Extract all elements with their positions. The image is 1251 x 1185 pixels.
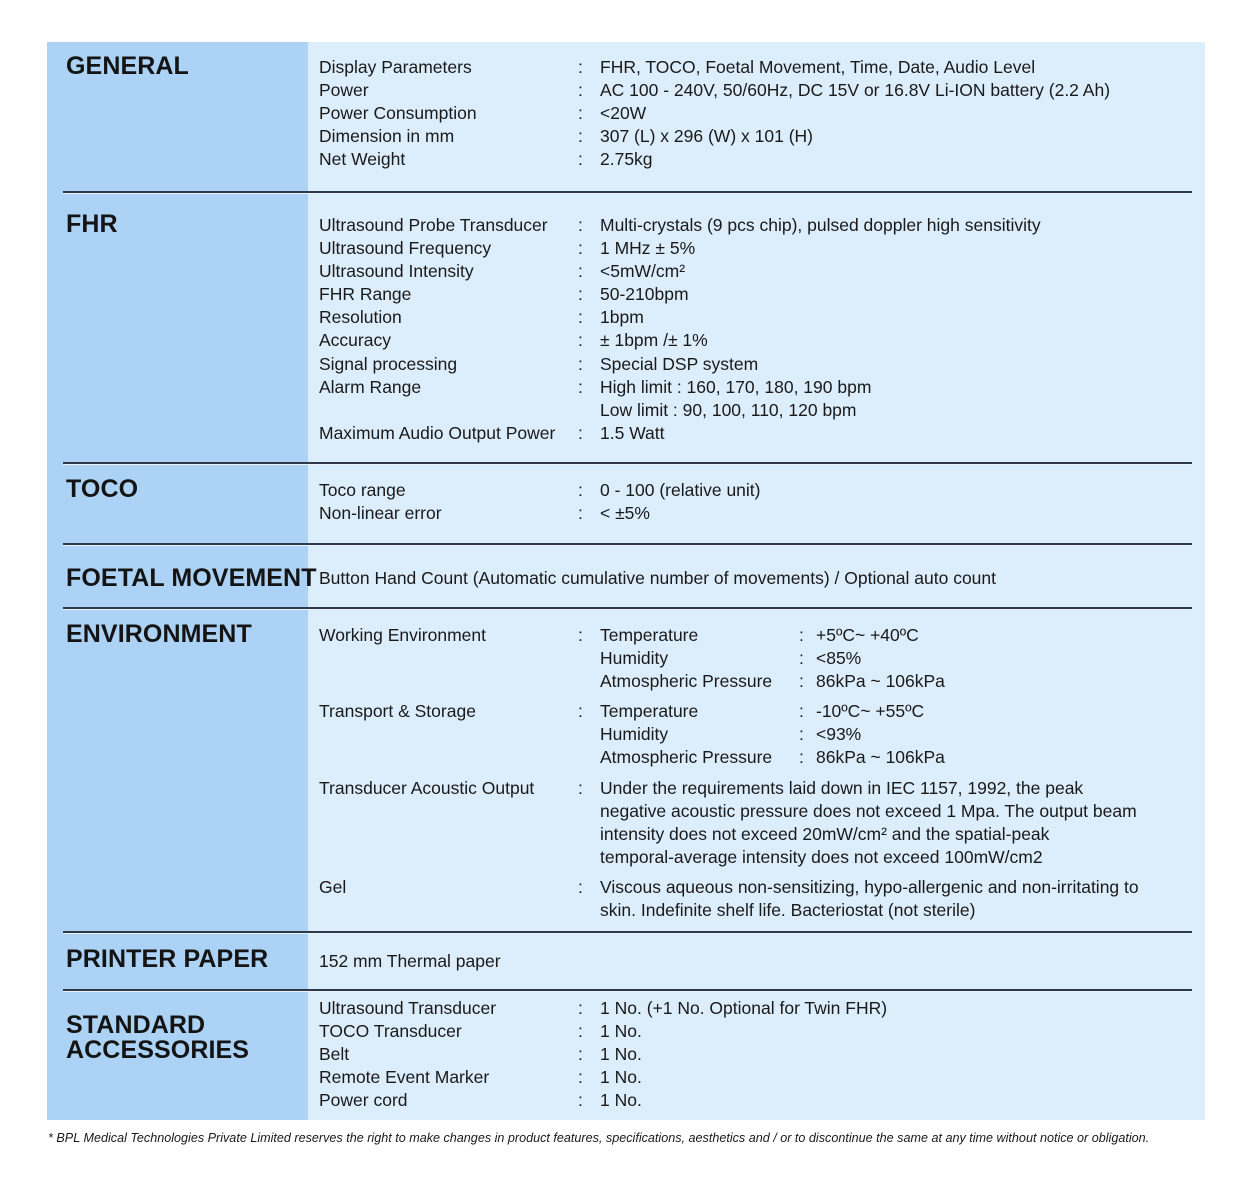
spec-value: AC 100 - 240V, 50/60Hz, DC 15V or 16.8V Li-ION battery (2.2 Ah) (600, 80, 1111, 101)
colon-separator: : (578, 1090, 583, 1111)
spec-value: Multi-crystals (9 pcs chip), pulsed doppler high sensitivity (600, 215, 1041, 235)
colon-separator: : (578, 701, 583, 722)
spec-label: Signal processing (319, 353, 458, 374)
sub-value: <85% (816, 648, 862, 669)
spec-label: Transport & Storage (319, 701, 476, 722)
colon-separator: : (578, 1021, 583, 1042)
spec-value: <20W (600, 103, 647, 124)
sub-label: Atmospheric Pressure (600, 747, 773, 768)
colon-separator: : (578, 998, 583, 1018)
colon-separator: : (578, 149, 583, 170)
spec-value: 307 (L) x 296 (W) x 101 (H) (600, 126, 813, 147)
section-divider (63, 607, 1192, 609)
colon-separator: : (578, 80, 583, 101)
spec-value: 0 - 100 (relative unit) (600, 480, 761, 500)
section-divider (63, 543, 1192, 545)
colon-separator: : (578, 215, 583, 235)
colon-separator: : (578, 777, 583, 798)
colon-separator: : (578, 376, 583, 397)
sub-label: Atmospheric Pressure (600, 671, 773, 692)
spec-value-line: temporal-average intensity does not exceed 100mW/cm2 (600, 846, 1043, 867)
sub-value: 86kPa ~ 106kPa (816, 671, 945, 692)
colon-separator: : (578, 353, 583, 374)
spec-label: Gel (319, 876, 347, 897)
spec-label: Alarm Range (319, 376, 422, 397)
spec-label: TOCO Transducer (319, 1021, 462, 1042)
section-divider (63, 191, 1192, 193)
sub-value: -10ºC~ +55ºC (816, 701, 925, 722)
sub-label: Humidity (600, 724, 669, 745)
spec-value: Low limit : 90, 100, 110, 120 bpm (600, 399, 857, 420)
spec-label: Transducer Acoustic Output (319, 777, 535, 798)
sub-label: Humidity (600, 648, 669, 669)
colon-separator: : (578, 876, 583, 897)
spec-label: Ultrasound Transducer (319, 998, 497, 1018)
spec-label: Maximum Audio Output Power (319, 422, 556, 443)
spec-label: Working Environment (319, 625, 486, 645)
sub-value: <93% (816, 724, 862, 745)
colon-separator: : (578, 261, 583, 282)
spec-value-line: Under the requirements laid down in IEC 1157, 1992, the peak (600, 777, 1084, 798)
spec-value-line: negative acoustic pressure does not exceed 1 Mpa. The output beam (600, 800, 1137, 821)
colon-separator: : (578, 284, 583, 305)
spec-value: 1 MHz ± 5% (600, 238, 696, 259)
colon-separator: : (578, 330, 583, 351)
spec-label: Accuracy (319, 330, 391, 351)
spec-value: 1 No. (600, 1090, 642, 1111)
section-title-line: STANDARD (66, 1011, 206, 1039)
sub-label: Temperature (600, 625, 699, 645)
foetal-movement-text: Button Hand Count (Automatic cumulative number of movements) / Optional auto count (319, 568, 997, 588)
colon-separator: : (578, 625, 583, 645)
disclaimer-footnote: * BPL Medical Technologies Private Limited reserves the right to make changes in product features, specifications, aesthetics and / or to discontinue the same at any time without notice or obligation. (48, 1131, 1150, 1145)
spec-label: Non-linear error (319, 503, 442, 524)
section-divider (63, 462, 1192, 464)
colon-separator: : (799, 701, 804, 722)
spec-value: <5mW/cm² (600, 261, 686, 282)
spec-label: Toco range (319, 480, 406, 500)
spec-value: 50-210bpm (600, 284, 689, 305)
spec-label: Power Consumption (319, 103, 477, 124)
colon-separator: : (799, 648, 804, 669)
spec-label: Ultrasound Intensity (319, 261, 474, 282)
colon-separator: : (578, 103, 583, 124)
spec-value: 1bpm (600, 307, 644, 328)
colon-separator: : (799, 724, 804, 745)
spec-label: Display Parameters (319, 57, 472, 77)
spec-label: Ultrasound Probe Transducer (319, 215, 548, 235)
spec-value: 1 No. (600, 1021, 642, 1042)
colon-separator: : (578, 480, 583, 500)
spec-label: Belt (319, 1044, 350, 1065)
section-title: FHR (66, 210, 118, 238)
spec-label: Power cord (319, 1090, 408, 1111)
colon-separator: : (578, 57, 583, 77)
spec-panel (47, 42, 1205, 1120)
spec-label: Dimension in mm (319, 126, 455, 147)
printer-paper-text: 152 mm Thermal paper (319, 951, 501, 971)
spec-label: Remote Event Marker (319, 1067, 490, 1088)
colon-separator: : (578, 307, 583, 328)
colon-separator: : (578, 1067, 583, 1088)
spec-value: Special DSP system (600, 353, 759, 374)
section-title-line: ACCESSORIES (66, 1036, 250, 1064)
section-title: FOETAL MOVEMENT (66, 564, 317, 592)
colon-separator: : (578, 422, 583, 443)
sub-value: +5ºC~ +40ºC (816, 625, 919, 645)
spec-value-line: Viscous aqueous non-sensitizing, hypo-allergenic and non-irritating to (600, 876, 1139, 897)
spec-value: 1 No. (600, 1067, 642, 1088)
spec-label: FHR Range (319, 284, 412, 305)
section-title: ENVIRONMENT (66, 620, 252, 648)
colon-separator: : (578, 126, 583, 147)
spec-label: Resolution (319, 307, 402, 328)
spec-value: 1.5 Watt (600, 422, 665, 443)
spec-value: < ±5% (600, 503, 650, 524)
sub-label: Temperature (600, 701, 699, 722)
section-divider (63, 989, 1192, 991)
spec-value: High limit : 160, 170, 180, 190 bpm (600, 376, 872, 397)
colon-separator: : (578, 503, 583, 524)
colon-separator: : (578, 238, 583, 259)
section-divider (63, 931, 1192, 933)
section-title (66, 1013, 249, 1063)
colon-separator: : (799, 671, 804, 692)
colon-separator: : (799, 747, 804, 768)
sub-value: 86kPa ~ 106kPa (816, 747, 945, 768)
spec-value: 1 No. (600, 1044, 642, 1065)
spec-value: FHR, TOCO, Foetal Movement, Time, Date, Audio Level (600, 57, 1036, 77)
spec-value: 1 No. (+1 No. Optional for Twin FHR) (600, 998, 888, 1018)
spec-value-line: intensity does not exceed 20mW/cm² and the spatial-peak (600, 823, 1050, 844)
section-title: GENERAL (66, 52, 189, 80)
section-title: TOCO (66, 475, 139, 503)
spec-label: Net Weight (319, 149, 406, 170)
spec-value: ± 1bpm /± 1% (600, 330, 708, 351)
spec-value: 2.75kg (600, 149, 653, 170)
spec-value-line: skin. Indefinite shelf life. Bacteriostat (not sterile) (600, 900, 976, 921)
section-title: PRINTER PAPER (66, 945, 269, 973)
spec-label: Ultrasound Frequency (319, 238, 492, 259)
colon-separator: : (799, 625, 804, 645)
colon-separator: : (578, 1044, 583, 1065)
spec-label: Power (319, 80, 369, 101)
